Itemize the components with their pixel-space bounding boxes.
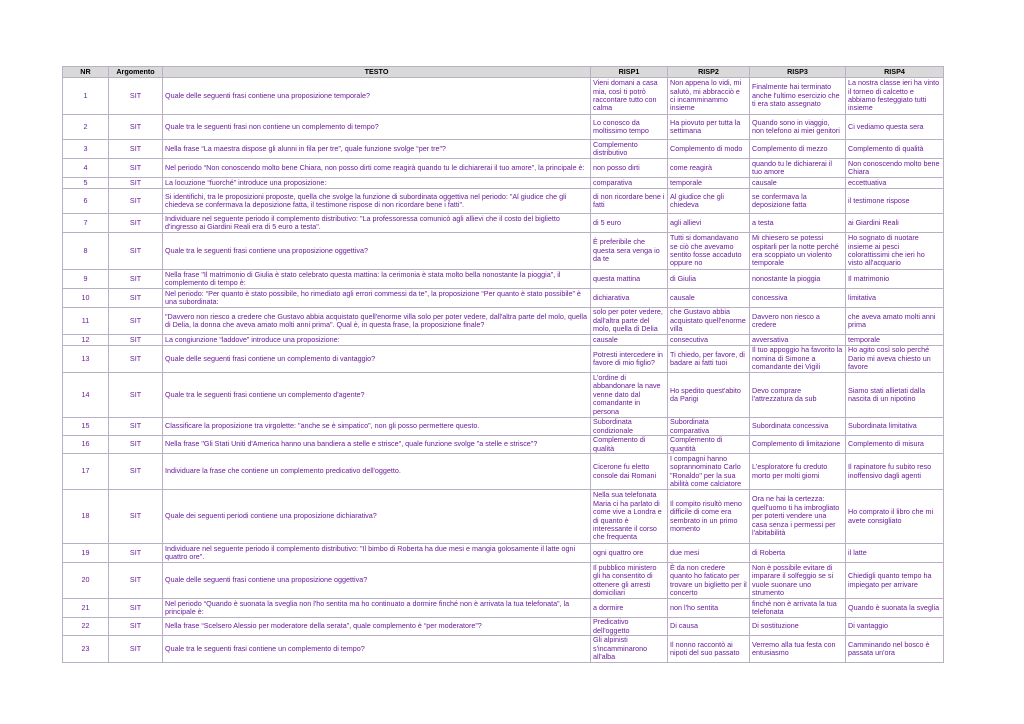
cell-risp2[interactable]: I compagni hanno soprannominato Carlo "Ronaldo" per la sua abilità come calciatore — [668, 454, 750, 490]
cell-nr[interactable]: 13 — [63, 346, 109, 373]
cell-risp1[interactable]: Lo conosco da moltissimo tempo — [591, 115, 668, 140]
cell-risp1[interactable]: Potresti intercedere in favore di mio figlio? — [591, 346, 668, 373]
cell-risp2[interactable]: Di causa — [668, 618, 750, 636]
cell-risp2[interactable]: Tutti si domandavano se ciò che avevamo sentito fosse accaduto oppure no — [668, 233, 750, 270]
cell-risp4[interactable]: Camminando nel bosco è passata un'ora — [846, 636, 944, 663]
cell-risp1[interactable]: questa mattina — [591, 270, 668, 289]
cell-risp2[interactable]: causale — [668, 289, 750, 308]
cell-nr[interactable]: 15 — [63, 418, 109, 436]
cell-nr[interactable]: 7 — [63, 214, 109, 233]
cell-testo[interactable]: Individuare la frase che contiene un complemento predicativo dell'oggetto. — [163, 454, 591, 490]
cell-argomento[interactable]: SIT — [109, 418, 163, 436]
cell-risp4[interactable]: temporale — [846, 335, 944, 346]
cell-risp1[interactable]: solo per poter vedere, dall'altra parte del molo, quella di Delia — [591, 308, 668, 335]
cell-risp3[interactable]: Complemento di mezzo — [750, 140, 846, 159]
table-row — [63, 189, 944, 214]
table-row — [63, 544, 944, 563]
cell-risp3[interactable]: se confermava la deposizione fatta — [750, 189, 846, 214]
header-argomento[interactable]: Argomento — [109, 67, 163, 78]
cell-risp3[interactable]: L'esploratore fu creduto morto per molti giorni — [750, 454, 846, 490]
cell-argomento[interactable]: SIT — [109, 490, 163, 544]
cell-argomento[interactable]: SIT — [109, 233, 163, 270]
cell-risp4[interactable]: limitativa — [846, 289, 944, 308]
cell-risp4[interactable]: Ho sognato di nuotare insieme ai pesci colorattissimi che ieri ho visto all'acquario — [846, 233, 944, 270]
cell-risp4[interactable]: Ho agito così solo perché Dario mi aveva chiesto un favore — [846, 346, 944, 373]
cell-testo[interactable]: Quale dei seguenti periodi contiene una proposizione dichiarativa? — [163, 490, 591, 544]
cell-argomento[interactable]: SIT — [109, 308, 163, 335]
cell-risp1[interactable]: Vieni domani a casa mia, così ti potrò raccontare tutto con calma — [591, 78, 668, 115]
cell-risp2[interactable]: Ho spedito quest'abito da Parigi — [668, 373, 750, 418]
cell-testo[interactable]: Individuare nel seguente periodo il complemento distributivo: "La professoressa comunicò agli allievi che il costo del biglietto d'ingresso ai Giardini Reali era di 5 euro a testa". — [163, 214, 591, 233]
cell-testo[interactable]: Nella frase "Il matrimonio di Giulia è stato celebrato questa mattina: la cerimonia è stata molto bella nonostante la pioggia", il complemento di tempo è: — [163, 270, 591, 289]
cell-testo[interactable]: La congiunzione “laddove” introduce una proposizione: — [163, 335, 591, 346]
cell-nr[interactable]: 16 — [63, 436, 109, 454]
cell-risp1[interactable]: non posso dirti — [591, 159, 668, 178]
cell-risp4[interactable]: eccettuativa — [846, 178, 944, 189]
cell-risp4[interactable]: ai Giardini Reali — [846, 214, 944, 233]
table-row — [63, 233, 944, 270]
cell-testo[interactable]: Nella frase “Scelsero Alessio per moderatore della serata”, quale complemento è “per moderatore”? — [163, 618, 591, 636]
cell-testo[interactable]: Individuare nel seguente periodo il complemento distributivo: "Il bimbo di Roberta ha due mesi e mangia golosamente il latte ogni quattro ore". — [163, 544, 591, 563]
table-row — [63, 140, 944, 159]
cell-risp3[interactable]: Complemento di limitazione — [750, 436, 846, 454]
cell-nr[interactable]: 9 — [63, 270, 109, 289]
cell-argomento[interactable]: SIT — [109, 544, 163, 563]
cell-nr[interactable]: 12 — [63, 335, 109, 346]
cell-testo[interactable]: La locuzione “fuorché” introduce una proposizione: — [163, 178, 591, 189]
cell-risp1[interactable]: Complemento distributivo — [591, 140, 668, 159]
cell-testo[interactable]: Quale delle seguenti frasi contiene una proposizione oggettiva? — [163, 563, 591, 599]
cell-nr[interactable]: 14 — [63, 373, 109, 418]
table-row — [63, 418, 944, 436]
cell-nr[interactable]: 2 — [63, 115, 109, 140]
cell-nr[interactable]: 21 — [63, 599, 109, 618]
cell-testo[interactable]: "Davvero non riesco a credere che Gustavo abbia acquistato quell'enorme villa solo per poter vedere, dall'altra parte del molo, quella di Delia, la donna che aveva amato molti anni prima". Qual è, in questa frase, la proposizione finale? — [163, 308, 591, 335]
table-row — [63, 436, 944, 454]
cell-risp1[interactable]: di 5 euro — [591, 214, 668, 233]
cell-risp3[interactable]: Il tuo appoggio ha favorito la nomina di Simone a comandante dei Vigili — [750, 346, 846, 373]
cell-risp3[interactable]: quando tu le dichiarerai il tuo amore — [750, 159, 846, 178]
cell-risp2[interactable]: non l'ho sentita — [668, 599, 750, 618]
cell-risp2[interactable]: Subordinata comparativa — [668, 418, 750, 436]
cell-risp1[interactable]: comparativa — [591, 178, 668, 189]
cell-risp2[interactable]: Complemento di modo — [668, 140, 750, 159]
cell-risp2[interactable]: Al giudice che gli chiedeva — [668, 189, 750, 214]
cell-argomento[interactable]: SIT — [109, 436, 163, 454]
spreadsheet — [62, 66, 943, 663]
cell-risp2[interactable]: È da non credere quanto ho faticato per trovare un biglietto per il concerto — [668, 563, 750, 599]
cell-nr[interactable]: 22 — [63, 618, 109, 636]
table-row — [63, 636, 944, 663]
cell-risp3[interactable]: Subordinata concessiva — [750, 418, 846, 436]
cell-nr[interactable]: 5 — [63, 178, 109, 189]
cell-risp3[interactable]: Di sostituzione — [750, 618, 846, 636]
cell-testo[interactable]: Quale tra le seguenti frasi contiene un complemento d'agente? — [163, 373, 591, 418]
cell-testo[interactable]: Nel periodo “Non conoscendo molto bene Chiara, non posso dirti come reagirà quando tu le dichiarerai il tuo amore”, la principale è: — [163, 159, 591, 178]
cell-risp4[interactable]: Non conoscendo molto bene Chiara — [846, 159, 944, 178]
cell-argomento[interactable]: SIT — [109, 214, 163, 233]
cell-risp3[interactable]: Davvero non riesco a credere — [750, 308, 846, 335]
cell-risp4[interactable]: Complemento di misura — [846, 436, 944, 454]
cell-argomento[interactable]: SIT — [109, 563, 163, 599]
cell-argomento[interactable]: SIT — [109, 618, 163, 636]
cell-risp3[interactable]: Ora ne hai la certezza: quell'uomo ti ha imbrogliato per poterti vendere una casa senza i permessi per l'abitabilità — [750, 490, 846, 544]
header-row — [63, 67, 944, 78]
cell-risp1[interactable]: ogni quattro ore — [591, 544, 668, 563]
cell-nr[interactable]: 8 — [63, 233, 109, 270]
cell-argomento[interactable]: SIT — [109, 189, 163, 214]
cell-testo[interactable]: Quale tra le seguenti frasi non contiene un complemento di tempo? — [163, 115, 591, 140]
cell-risp4[interactable]: Siamo stati allietati dalla nascita di un nipotino — [846, 373, 944, 418]
cell-nr[interactable]: 11 — [63, 308, 109, 335]
cell-risp1[interactable]: Gli alpinisti s'incamminarono all'alba — [591, 636, 668, 663]
cell-risp4[interactable]: il latte — [846, 544, 944, 563]
cell-nr[interactable]: 23 — [63, 636, 109, 663]
cell-risp4[interactable]: Subordinata limitativa — [846, 418, 944, 436]
cell-risp2[interactable]: Complemento di quantità — [668, 436, 750, 454]
cell-testo[interactable]: Nel periodo: “Per quanto è stato possibile, ho rimediato agli errori commessi da te”, la proposizione “Per quanto è stato possibile” è una subordinata: — [163, 289, 591, 308]
cell-risp1[interactable]: Complemento di qualità — [591, 436, 668, 454]
cell-risp2[interactable]: Ti chiedo, per favore, di badare ai fatti tuoi — [668, 346, 750, 373]
cell-risp1[interactable]: È preferibile che questa sera venga io da te — [591, 233, 668, 270]
cell-risp4[interactable]: La nostra classe ieri ha vinto il torneo di calcetto e abbiamo festeggiato tutti insieme — [846, 78, 944, 115]
cell-risp3[interactable]: a testa — [750, 214, 846, 233]
cell-risp2[interactable]: Ha piovuto per tutta la settimana — [668, 115, 750, 140]
cell-risp4[interactable]: Ci vediamo questa sera — [846, 115, 944, 140]
cell-risp2[interactable]: Il nonno raccontò ai nipoti del suo passato — [668, 636, 750, 663]
table-row — [63, 563, 944, 599]
header-nr[interactable]: NR — [63, 67, 109, 78]
table-row — [63, 159, 944, 178]
table-row — [63, 599, 944, 618]
cell-nr[interactable]: 10 — [63, 289, 109, 308]
cell-testo[interactable]: Quale delle seguenti frasi contiene una proposizione temporale? — [163, 78, 591, 115]
cell-testo[interactable]: Quale tra le seguenti frasi contiene una proposizione oggettiva? — [163, 233, 591, 270]
cell-argomento[interactable]: SIT — [109, 454, 163, 490]
table-row — [63, 78, 944, 115]
cell-risp1[interactable]: Subordinata condizionale — [591, 418, 668, 436]
cell-testo[interactable]: Si identifichi, tra le proposizioni proposte, quella che svolge la funzione di subordinata oggettiva nel periodo: "Al giudice che gli chiedeva se confermava la deposizione fatta, il testimone rispose di non ricordare bene i fatti". — [163, 189, 591, 214]
cell-nr[interactable]: 18 — [63, 490, 109, 544]
cell-testo[interactable]: Nella frase “La maestra dispose gli alunni in fila per tre”, quale funzione svolge “per tre”? — [163, 140, 591, 159]
cell-risp4[interactable]: Di vantaggio — [846, 618, 944, 636]
cell-nr[interactable]: 3 — [63, 140, 109, 159]
cell-risp3[interactable]: nonostante la pioggia — [750, 270, 846, 289]
cell-risp1[interactable]: dichiarativa — [591, 289, 668, 308]
cell-risp1[interactable]: Predicativo dell'oggetto — [591, 618, 668, 636]
cell-risp3[interactable]: avversativa — [750, 335, 846, 346]
cell-argomento[interactable]: SIT — [109, 159, 163, 178]
table-row — [63, 115, 944, 140]
cell-testo[interactable]: Nella frase "Gli Stati Uniti d'America hanno una bandiera a stelle e strisce", quale funzione svolge "a stelle e strisce"? — [163, 436, 591, 454]
cell-nr[interactable]: 6 — [63, 189, 109, 214]
table-row — [63, 178, 944, 189]
cell-nr[interactable]: 19 — [63, 544, 109, 563]
cell-nr[interactable]: 1 — [63, 78, 109, 115]
cell-risp1[interactable]: Il pubblico ministero gli ha consentito di ottenere gli arresti domiciliari — [591, 563, 668, 599]
cell-testo[interactable]: Nel periodo “Quando è suonata la sveglia non l'ho sentita ma ho continuato a dormire finché non è arrivata la tua telefonata”, la principale è: — [163, 599, 591, 618]
header-risp3[interactable]: RISP3 — [750, 67, 846, 78]
cell-risp3[interactable]: Finalmente hai terminato anche l'ultimo esercizio che ti era stato assegnato — [750, 78, 846, 115]
cell-argomento[interactable]: SIT — [109, 115, 163, 140]
header-testo[interactable]: TESTO — [163, 67, 591, 78]
cell-risp1[interactable]: causale — [591, 335, 668, 346]
cell-risp4[interactable]: Il rapinatore fu subito reso inoffensivo dagli agenti — [846, 454, 944, 490]
cell-argomento[interactable]: SIT — [109, 78, 163, 115]
cell-risp2[interactable]: due mesi — [668, 544, 750, 563]
questions-table — [62, 66, 944, 663]
cell-risp3[interactable]: finché non è arrivata la tua telefonata — [750, 599, 846, 618]
cell-argomento[interactable]: SIT — [109, 373, 163, 418]
cell-risp3[interactable]: concessiva — [750, 289, 846, 308]
cell-risp4[interactable]: Ho comprato il libro che mi avete consigliato — [846, 490, 944, 544]
cell-risp4[interactable]: Quando è suonata la sveglia — [846, 599, 944, 618]
cell-risp3[interactable]: Quando sono in viaggio, non telefono ai miei genitori — [750, 115, 846, 140]
cell-nr[interactable]: 4 — [63, 159, 109, 178]
cell-risp2[interactable]: come reagirà — [668, 159, 750, 178]
cell-risp3[interactable]: Mi chiesero se potessi ospitarli per la notte perché era scoppiato un violento temporale — [750, 233, 846, 270]
cell-nr[interactable]: 20 — [63, 563, 109, 599]
cell-risp2[interactable]: Il compito risultò meno difficile di come era sembrato in un primo momento — [668, 490, 750, 544]
cell-argomento[interactable]: SIT — [109, 178, 163, 189]
cell-risp3[interactable]: causale — [750, 178, 846, 189]
table-row — [63, 270, 944, 289]
cell-risp2[interactable]: di Giulia — [668, 270, 750, 289]
table-row — [63, 335, 944, 346]
cell-argomento[interactable]: SIT — [109, 599, 163, 618]
cell-risp4[interactable]: Complemento di qualità — [846, 140, 944, 159]
table-row — [63, 454, 944, 490]
cell-risp1[interactable]: Cicerone fu eletto console dai Romani — [591, 454, 668, 490]
cell-risp2[interactable]: agli allievi — [668, 214, 750, 233]
cell-risp3[interactable]: Verremo alla tua festa con entusiasmo — [750, 636, 846, 663]
header-risp1[interactable]: RISP1 — [591, 67, 668, 78]
table-row — [63, 308, 944, 335]
cell-argomento[interactable]: SIT — [109, 346, 163, 373]
cell-risp2[interactable]: Non appena lo vidi, mi salutò, mi abbracciò e ci incamminammo insieme — [668, 78, 750, 115]
cell-risp1[interactable]: Nella sua telefonata Maria ci ha parlato di come vive a Londra e di quanto è interessante il corso che frequenta — [591, 490, 668, 544]
cell-argomento[interactable]: SIT — [109, 140, 163, 159]
cell-risp3[interactable]: Non è possibile evitare di imparare il solfeggio se si vuole suonare uno strumento — [750, 563, 846, 599]
cell-risp3[interactable]: Devo comprare l'attrezzatura da sub — [750, 373, 846, 418]
cell-risp1[interactable]: a dormire — [591, 599, 668, 618]
cell-argomento[interactable]: SIT — [109, 270, 163, 289]
header-risp4[interactable]: RISP4 — [846, 67, 944, 78]
cell-argomento[interactable]: SIT — [109, 636, 163, 663]
table-row — [63, 346, 944, 373]
cell-risp4[interactable]: il testimone rispose — [846, 189, 944, 214]
table-row — [63, 490, 944, 544]
cell-argomento[interactable]: SIT — [109, 335, 163, 346]
table-row — [63, 618, 944, 636]
cell-risp4[interactable]: che aveva amato molti anni prima — [846, 308, 944, 335]
cell-testo[interactable]: Quale delle seguenti frasi contiene un complemento di vantaggio? — [163, 346, 591, 373]
cell-risp4[interactable]: Il matrimonio — [846, 270, 944, 289]
cell-testo[interactable]: Classificare la proposizione tra virgolette: "anche se è simpatico", non gli posso permettere questo. — [163, 418, 591, 436]
header-risp2[interactable]: RISP2 — [668, 67, 750, 78]
table-row — [63, 214, 944, 233]
cell-risp3[interactable]: di Roberta — [750, 544, 846, 563]
cell-risp2[interactable]: che Gustavo abbia acquistato quell'enorme villa — [668, 308, 750, 335]
cell-risp2[interactable]: temporale — [668, 178, 750, 189]
table-row — [63, 373, 944, 418]
cell-risp2[interactable]: consecutiva — [668, 335, 750, 346]
table-row — [63, 289, 944, 308]
cell-risp1[interactable]: L'ordine di abbandonare la nave venne dato dal comandante in persona — [591, 373, 668, 418]
cell-testo[interactable]: Quale tra le seguenti frasi contiene un complemento di tempo? — [163, 636, 591, 663]
cell-risp1[interactable]: di non ricordare bene i fatti — [591, 189, 668, 214]
cell-argomento[interactable]: SIT — [109, 289, 163, 308]
cell-risp4[interactable]: Chiedigli quanto tempo ha impiegato per arrivare — [846, 563, 944, 599]
cell-nr[interactable]: 17 — [63, 454, 109, 490]
